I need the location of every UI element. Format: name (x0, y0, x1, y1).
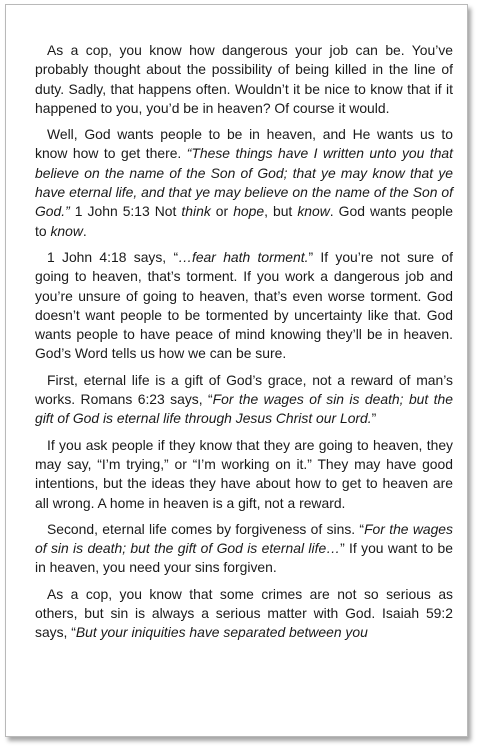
body-text-run: or (210, 203, 234, 220)
body-text-run: As a cop, you know how dangerous your job can be. You’ve probably thought about the possibility of being killed in the line of duty. Sadly, that happens often. Wouldn’t it be nice to know that if it happened to you, you’d be in heaven? Of course it would. (35, 42, 453, 116)
scripture-quote-text: But your iniquities have separated between you (75, 624, 368, 641)
body-text-run: . God wants people to (35, 203, 453, 239)
paragraph (35, 371, 453, 429)
scripture-quote-text: know (50, 222, 83, 239)
paragraph (35, 585, 453, 643)
scripture-quote-text: know (297, 203, 330, 220)
scripture-quote-text: For the wages of sin is death; but the gift of God is eternal life… (35, 520, 453, 557)
body-text-run: First, eternal life is a gift of God’s grace, not a reward of man’s works. Romans 6:23 says, “ (35, 371, 453, 408)
body-text-run: . (82, 222, 87, 239)
body-text-run: , but (264, 203, 298, 220)
body-text-run: ” If you want to be in heaven, you need your sins forgiven. (35, 540, 453, 576)
body-text-run: If you ask people if they know that they are going to heaven, they may say, “I’m trying,” or “I’m working on it.” They may have good intentions, but the ideas they have about how to get to heaven are all wrong. A home in heaven is a gift, not a reward. (35, 436, 453, 511)
paragraph (35, 125, 453, 241)
body-text-run: Well, God wants people to be in heaven, and He wants us to know how to get there. (35, 126, 453, 162)
paragraph (35, 248, 453, 364)
paragraph (35, 520, 453, 578)
scripture-quote-text: …fear hath torment. (178, 248, 309, 265)
scripture-quote-text: hope (233, 203, 265, 220)
body-text-run: ” If you’re not sure of going to heaven, that’s torment. If you work a dangerous job and you’re unsure of going to heaven, that’s even worse torment. God doesn’t want people to be tormented by uncertainty like that. God wants people to have peace of mind knowing they’ll be in heaven. God’s Word tells us how we can be sure. (35, 248, 453, 362)
body-text-run: As a cop, you know that some crimes are not so serious as others, but sin is always a serious matter with God. Isaiah 59:2 says, “ (35, 585, 453, 641)
page-body-text (35, 41, 453, 650)
body-text-run: Second, eternal life comes by forgiveness of sins. “ (47, 520, 365, 537)
body-text-run: 1 John 5:13 Not (69, 203, 182, 220)
scripture-quote-text: think (181, 203, 211, 220)
paragraph (35, 41, 453, 118)
scripture-quote-text: “These things have I written unto you that believe on the name of the Son of God; that ye may know that ye have eternal life, and that ye may believe on the name of the Son of God.” (35, 145, 453, 220)
book-page (5, 4, 468, 737)
body-text-run: ” (371, 410, 377, 427)
scripture-quote-text: For the wages of sin is death; but the gift of God is eternal life through Jesus Christ our Lord. (35, 391, 453, 427)
paragraph (35, 436, 453, 513)
body-text-run: 1 John 4:18 says, “ (47, 248, 179, 265)
